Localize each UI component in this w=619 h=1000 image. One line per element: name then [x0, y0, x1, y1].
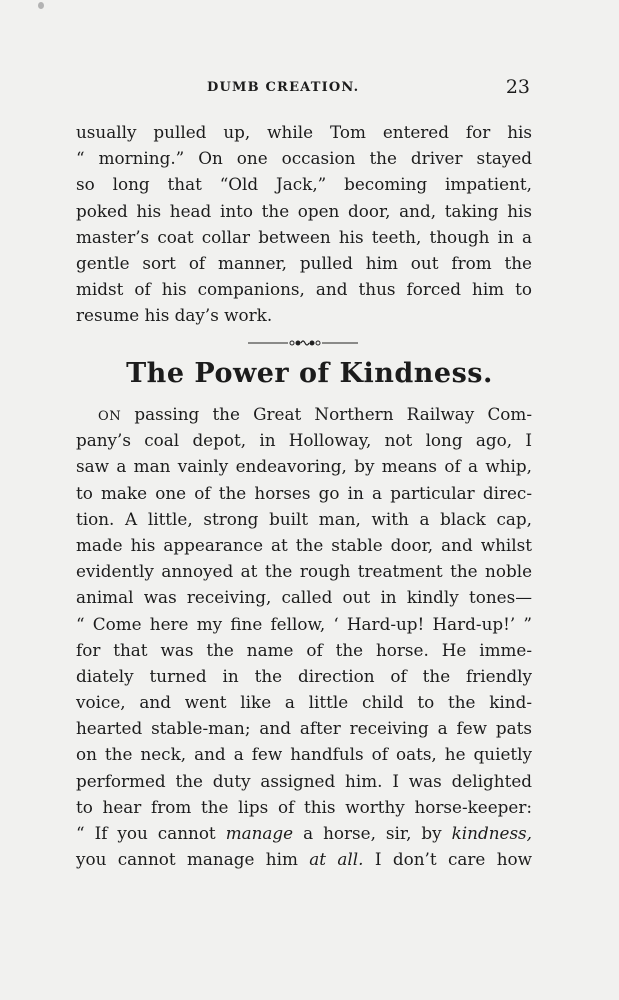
text-segment: you cannot manage him [76, 849, 310, 870]
text-line: midst of his companions, and thus forced him to [76, 279, 532, 300]
text-line: diately turned in the direction of the friendly [76, 665, 532, 686]
italic-segment: kindness, [451, 823, 533, 843]
text-line-rest: passing the Great Northern Railway Com- [121, 404, 532, 424]
running-head: DUMB CREATION. [207, 80, 360, 95]
text-line [76, 820, 532, 846]
text-line: poked his head into the open door, and, taking his [76, 200, 532, 221]
text-line: tion. A little, strong built man, with a black cap, [76, 508, 532, 529]
text-line: evidently annoyed at the rough treatment the noble [76, 561, 532, 582]
text-line: resume his day’s work. [76, 305, 273, 326]
text-segment: a horse, sir, by [293, 823, 452, 843]
text-line: hearted stable-man; and after receiving a few pats [76, 718, 532, 739]
text-line: performed the duty assigned him. I was delighted [76, 770, 532, 791]
text-segment: “ If you cannot [76, 823, 226, 843]
text-line: saw a man vainly endeavoring, by means of a whip, [76, 456, 532, 477]
text-line: for that was the name of the horse. He imme- [76, 639, 532, 660]
text-line: “ morning.” On one occasion the driver stayed [76, 148, 532, 169]
text-line: gentle sort of manner, pulled him out from the [76, 252, 532, 273]
text-line: “ Come here my fine fellow, ‘ Hard-up! Hard-up!’ ” [76, 613, 532, 634]
paragraph-continued [76, 119, 532, 329]
section-divider-ornament [248, 337, 358, 349]
text-segment: I don’t care how [363, 849, 532, 870]
text-line: pany’s coal depot, in Holloway, not long ago, I [76, 430, 532, 451]
paragraph [76, 401, 532, 872]
text-line: usually pulled up, while Tom entered for his [76, 122, 532, 142]
page-number: 23 [505, 76, 530, 98]
text-line: to hear from the lips of this worthy horse-keeper: [76, 796, 532, 817]
small-caps-opening: ON [98, 409, 122, 424]
text-line: voice, and went like a little child to the kind- [76, 692, 532, 713]
text-line: animal was receiving, called out in kindly tones— [76, 587, 532, 608]
text-line: on the neck, and a few handfuls of oats, he quietly [76, 744, 532, 765]
section-heading: The Power of Kindness. [126, 358, 493, 389]
text-line: made his appearance at the stable door, and whilst [76, 534, 532, 555]
text-line-first [76, 401, 532, 427]
italic-segment: manage [225, 823, 294, 843]
text-line: so long that “Old Jack,” becoming impatient, [76, 174, 532, 195]
text-line: to make one of the horses go in a particular direc- [76, 482, 532, 503]
italic-segment: at all. [309, 849, 364, 870]
page-speck [38, 2, 44, 9]
text-line [76, 846, 532, 872]
text-line: master’s coat collar between his teeth, though in a [76, 226, 532, 247]
